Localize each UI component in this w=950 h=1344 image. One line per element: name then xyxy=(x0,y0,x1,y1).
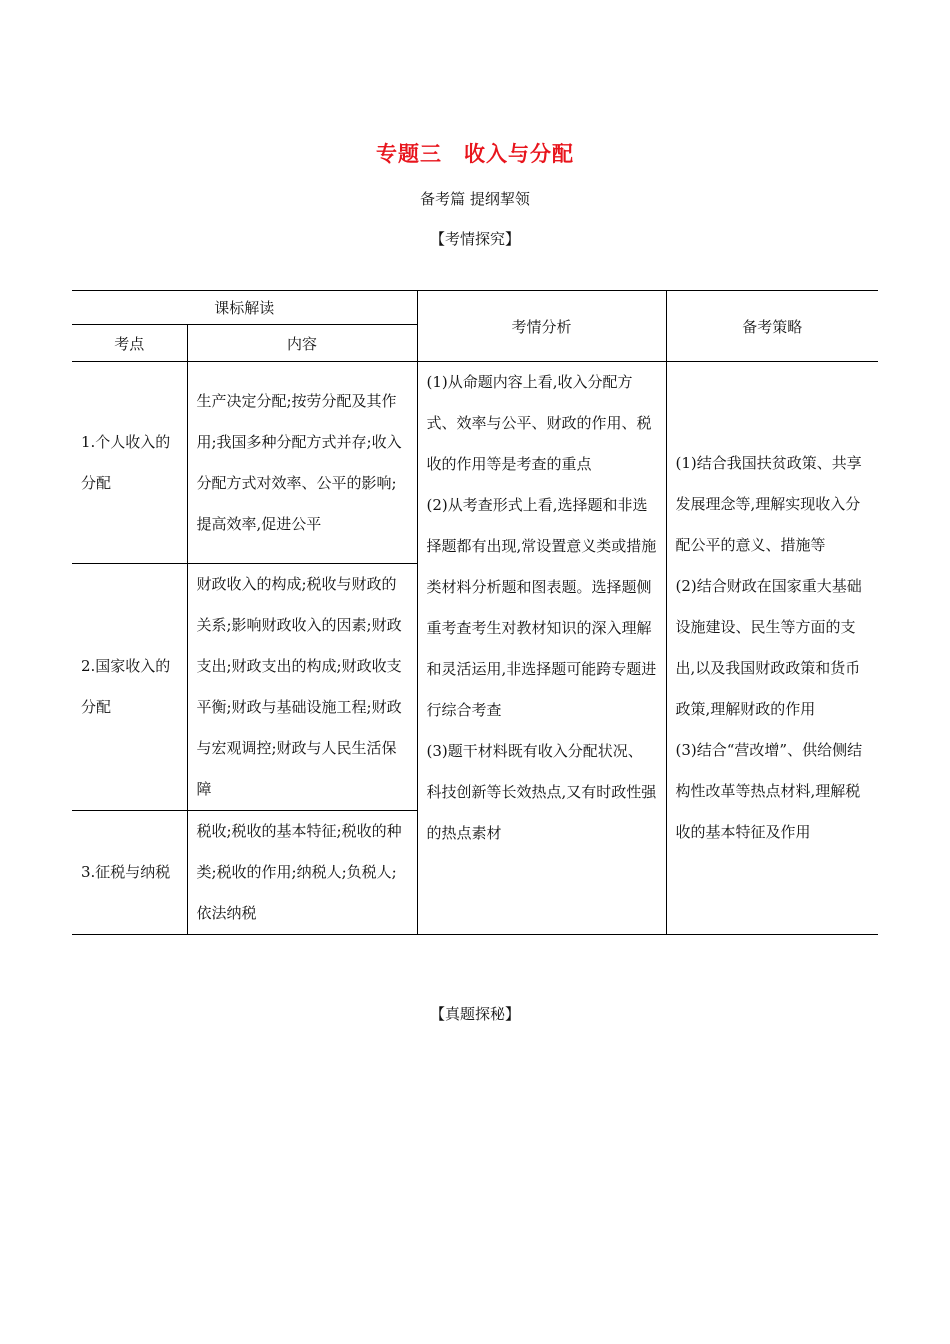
content-text: 财政收入的构成;税收与财政的关系;影响财政收入的因素;财政支出;财政支出的构成;财政收支平衡;财政与基础设施工程;财政与宏观调控;财政与人民生活保障 xyxy=(196,575,402,798)
strategy-text xyxy=(667,443,879,853)
table-row-point xyxy=(72,362,187,564)
header-content: 内容 xyxy=(187,325,417,362)
analysis-text xyxy=(418,362,666,854)
section-heading-real-exam: 【真题探秘】 xyxy=(429,1005,520,1023)
page-subtitle: 备考篇 提纲挈领 xyxy=(420,190,530,208)
table-row-content xyxy=(187,564,417,811)
header-strategy: 备考策略 xyxy=(666,291,878,362)
table-row-content xyxy=(187,362,417,564)
analysis-paragraph: (2)从考查形式上看,选择题和非选择题都有出现,常设置意义类或措施类材料分析题和图表题。选择题侧重考查考生对教材知识的深入理解和灵活运用,非选择题可能跨专题进行综合考查 xyxy=(426,496,657,719)
point-label: 3.征税与纳税 xyxy=(81,863,171,881)
strategy-paragraph: (2)结合财政在国家重大基础设施建设、民生等方面的支出,以及我国财政政策和货币政策,理解财政的作用 xyxy=(675,577,862,718)
strategy-paragraph: (3)结合“营改增”、供给侧结构性改革等热点材料,理解税收的基本特征及作用 xyxy=(675,741,863,841)
section-heading-exam-analysis: 【考情探究】 xyxy=(429,230,520,248)
exam-analysis-table xyxy=(72,290,878,935)
table-row-point xyxy=(72,811,187,935)
strategy-paragraph: (1)结合我国扶贫政策、共享发展理念等,理解实现收入分配公平的意义、措施等 xyxy=(675,454,862,554)
header-analysis: 考情分析 xyxy=(417,291,666,362)
header-standards: 课标解读 xyxy=(72,291,417,325)
table-row-content xyxy=(187,811,417,935)
point-label: 2.国家收入的分配 xyxy=(81,657,171,716)
point-label: 1.个人收入的分配 xyxy=(81,432,171,492)
content-text: 生产决定分配;按劳分配及其作用;我国多种分配方式并存;收入分配方式对效率、公平的影响;提高效率,促进公平 xyxy=(196,391,402,533)
analysis-cell xyxy=(417,362,666,935)
analysis-paragraph: (1)从命题内容上看,收入分配方式、效率与公平、财政的作用、税收的作用等是考查的重点 xyxy=(426,373,652,473)
strategy-cell xyxy=(666,362,878,935)
content-text: 税收;税收的基本特征;税收的种类;税收的作用;纳税人;负税人;依法纳税 xyxy=(196,822,402,922)
header-point: 考点 xyxy=(72,325,187,362)
analysis-paragraph: (3)题干材料既有收入分配状况、科技创新等长效热点,又有时政性强的热点素材 xyxy=(426,742,657,842)
table-row-point xyxy=(72,564,187,811)
page-title: 专题三 收入与分配 xyxy=(376,142,574,166)
